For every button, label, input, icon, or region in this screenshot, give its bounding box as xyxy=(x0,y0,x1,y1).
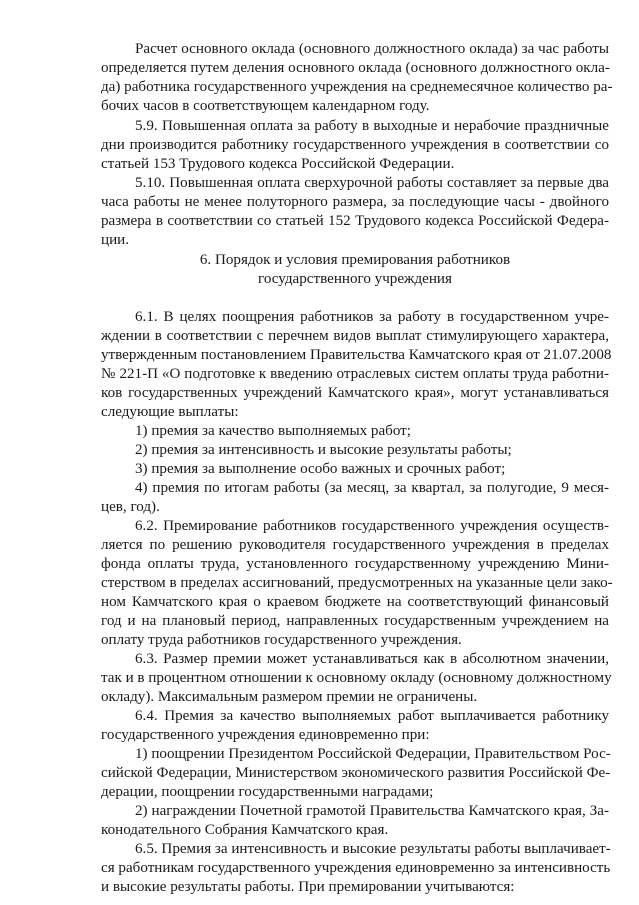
text-line: оплату труда работников государственного учреждения. xyxy=(101,632,462,648)
text-line: сийской Федерации, Министерством экономического развития Российской Фе- xyxy=(101,765,611,781)
list-item: 1) поощрении Президентом Российской Федерации, Правительством Рос- xyxy=(135,746,611,762)
text-line: 6.5. Премия за интенсивность и высокие результаты работы выплачивает- xyxy=(135,841,611,857)
text-line: 6.3. Размер премии может устанавливаться как в абсолютном значении, xyxy=(135,651,609,667)
text-line: 5.9. Повышенная оплата за работу в выходные и нерабочие праздничные xyxy=(135,118,609,134)
text-line: ков государственных учреждений Камчатского края», могут устанавливаться xyxy=(101,385,609,401)
text-line: определяется путем деления основного оклада (основного должностного окла- xyxy=(101,60,610,76)
text-line: так и в процентном отношении к основному окладу (основному должностному xyxy=(101,670,612,686)
text-line: окладу). Максимальным размером премии не ограничены. xyxy=(101,689,478,705)
text-line: и высокие результаты работы. При премировании учитываются: xyxy=(101,879,515,895)
text-line: утвержденным постановлением Правительства Камчатского края от 21.07.2008 xyxy=(101,347,612,363)
text-line: да) работника государственного учреждения на среднемесячное количество ра- xyxy=(101,79,613,95)
text-line: год и на плановый период, направленных государственным учреждением на xyxy=(101,613,609,629)
text-line: часа работы не менее полуторного размера, за последующие часы - двойного xyxy=(101,194,609,210)
text-line: бочих часов в соответствующем календарном году. xyxy=(101,98,430,114)
text-line: Расчет основного оклада (основного должностного оклада) за час работы xyxy=(135,41,609,57)
section-heading: государственного учреждения xyxy=(258,271,452,287)
text-line: 6.1. В целях поощрения работников за работу в государственном учре- xyxy=(135,309,609,325)
text-line: государственного учреждения единовременно при: xyxy=(101,727,430,743)
text-line: 5.10. Повышенная оплата сверхурочной работы составляет за первые два xyxy=(135,175,609,191)
text-line: № 221-П «О подготовке к введению отраслевых систем оплаты труда работни- xyxy=(101,366,609,382)
text-line: 6.4. Премия за качество выполняемых работ выплачивается работнику xyxy=(135,708,609,724)
text-line: размера в соответствии со статьей 152 Трудового кодекса Российской Федера- xyxy=(101,213,609,229)
list-item: 4) премия по итогам работы (за месяц, за квартал, за полугодие, 9 меся- xyxy=(135,480,609,496)
section-heading: 6. Порядок и условия премирования работников xyxy=(199,252,511,268)
text-line: фонда оплаты труда, установленного государственному учреждению Мини- xyxy=(101,556,609,572)
text-line: ляется по решению руководителя государственного учреждения в пределах xyxy=(101,537,609,553)
list-item: 2) премия за интенсивность и высокие результаты работы; xyxy=(135,442,512,458)
text-line: 6.2. Премирование работников государственного учреждения осуществ- xyxy=(135,518,609,534)
text-line: конодательного Собрания Камчатского края. xyxy=(101,822,389,838)
text-line: дни производится работнику государственного учреждения в соответствии со xyxy=(101,137,609,153)
text-line: ции. xyxy=(101,232,130,248)
text-line: цев, год). xyxy=(101,499,160,515)
text-line: следующие выплаты: xyxy=(101,404,239,420)
text-line: стерством в пределах ассигнований, предусмотренных на указанные цели зако- xyxy=(101,575,613,591)
text-line: ждении в соответствии с перечнем видов выплат стимулирующего характера, xyxy=(101,328,609,344)
text-line: ся работникам государственного учреждения единовременно за интенсивность xyxy=(101,860,611,876)
list-item: 1) премия за качество выполняемых работ; xyxy=(135,423,411,439)
list-item: 3) премия за выполнение особо важных и срочных работ; xyxy=(135,461,506,477)
list-item: 2) награждении Почетной грамотой Правительства Камчатского края, За- xyxy=(135,803,609,819)
text-line: дерации, поощрении государственными наградами; xyxy=(101,784,434,800)
text-line: статьей 153 Трудового кодекса Российской Федерации. xyxy=(101,156,455,172)
text-line: ном Камчатского края о краевом бюджете на соответствующий финансовый xyxy=(101,594,609,610)
